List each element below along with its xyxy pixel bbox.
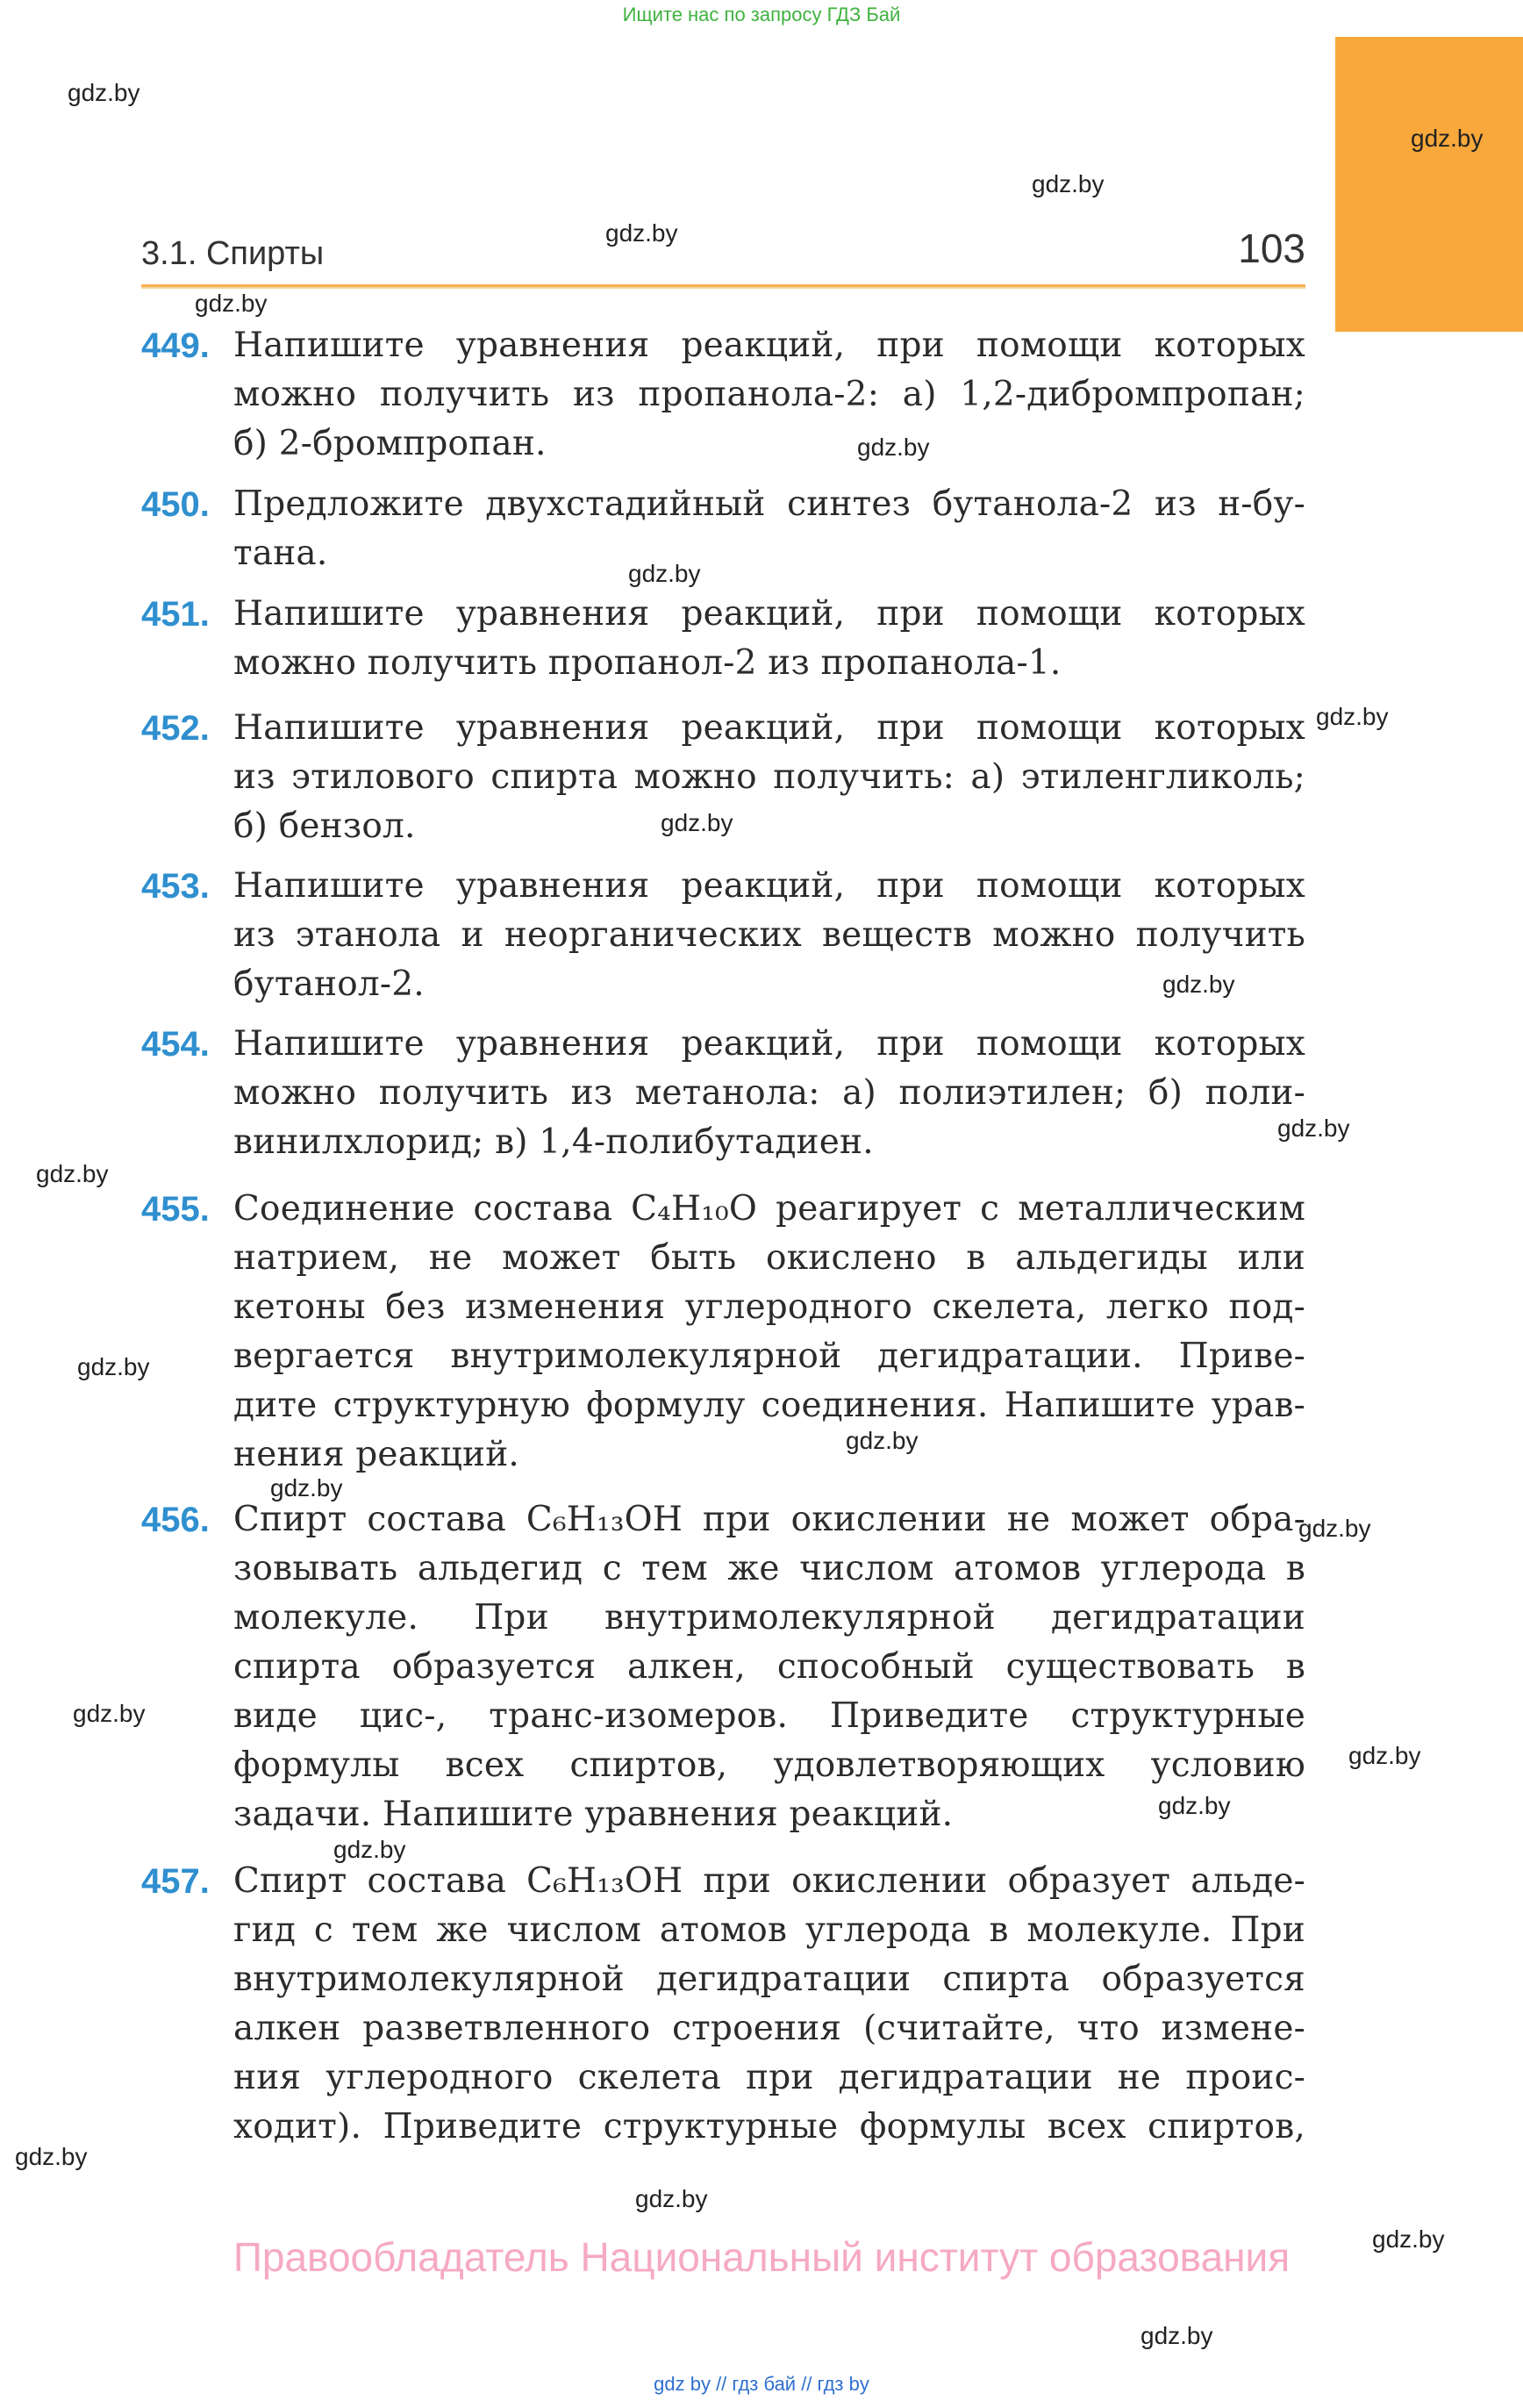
problem-text-line: бутанол-2. [233,964,425,1004]
watermark: gdz.by [661,809,733,836]
problem-text-line: дите структурную формулу соединения. Напишите урав- [233,1386,1305,1425]
watermark: gdz.by [635,2185,708,2212]
problem-text-line: нения реакций. [233,1435,519,1474]
problem-number: 451. [141,595,210,634]
problem-text-line: Напишите уравнения реакций, при помощи которых [233,594,1305,634]
problem-text-line: Спирт состава C₆H₁₃OH при окислении не может обра- [233,1500,1305,1539]
watermark: gdz.by [333,1836,406,1863]
watermark: gdz.by [1158,1792,1231,1819]
problem-number: 454. [141,1025,210,1064]
problem-number: 452. [141,709,210,748]
top-banner[interactable]: Ищите нас по запросу ГДЗ Бай [622,4,901,25]
problem-text-line: ходит). Приведите структурные формулы всех спиртов, [233,2107,1305,2146]
problem-text-line: Предложите двухстадийный синтез бутанола-2 из н-бу- [233,484,1305,524]
problem-text-line: спирта образуется алкен, способный существовать в [233,1647,1305,1687]
problem-text-line: ния углеродного скелета при дегидратации не проис- [233,2058,1305,2097]
page-number: 103 [1238,226,1305,271]
watermark: gdz.by [15,2143,88,2170]
problem-text-line: из этилового спирта можно получить: а) этиленгликоль; [233,757,1305,797]
problem-text-line: алкен разветвленного строения (считайте, что измене- [233,2009,1305,2048]
watermark: gdz.by [1411,125,1484,152]
problem-number: 455. [141,1190,210,1229]
problem-text-line: Соединение состава C₄H₁₀O реагирует с металлическим [233,1189,1305,1229]
watermark: gdz.by [1277,1114,1350,1142]
problem-number: 450. [141,485,210,524]
watermark: gdz.by [1162,971,1235,998]
problem-text-line: Напишите уравнения реакций, при помощи которых [233,326,1305,365]
problem-text-line: задачи. Напишите уравнения реакций. [233,1795,954,1834]
watermark: gdz.by [1298,1515,1371,1542]
watermark: gdz.by [628,560,701,587]
problem-text-line: Спирт состава C₆H₁₃OH при окислении образует альде- [233,1861,1305,1901]
problem-text-line: б) 2-бромпропан. [233,424,547,463]
problem-text-line: внутримолекулярной дегидратации спирта образуется [233,1960,1305,1999]
problem-text-line: формулы всех спиртов, удовлетворяющих условию [233,1745,1305,1785]
bottom-links[interactable]: gdz by // гдз бай // гдз by [654,2373,869,2395]
header-divider [141,284,1305,289]
copyright-holder-note: Правообладатель Национальный институт образования [232,2234,1291,2280]
watermark: gdz.by [605,219,678,247]
problem-number: 457. [141,1862,210,1901]
problem-text-line: Напишите уравнения реакций, при помощи которых [233,1024,1305,1064]
problem-text-line: вергается внутримолекулярной дегидратации. Приве- [233,1337,1305,1376]
problem-text-line: можно получить из пропанола-2: а) 1,2-дибромпропан; [233,375,1305,414]
problem-text-line: тана. [233,534,328,573]
problem-text-line: виде цис-, транс-изомеров. Приведите структурные [233,1696,1305,1736]
watermark: gdz.by [1372,2225,1445,2253]
watermark: gdz.by [1140,2322,1213,2349]
problem-text-line: кетоны без изменения углеродного скелета, легко под- [233,1287,1305,1327]
watermark: gdz.by [1032,170,1105,197]
problem-text-line: винилхлорид; в) 1,4-полибутадиен. [233,1122,874,1162]
watermark: gdz.by [270,1474,343,1501]
watermark: gdz.by [77,1353,150,1380]
watermark: gdz.by [846,1427,919,1454]
problem-number: 453. [141,867,210,906]
watermark: gdz.by [1348,1742,1421,1769]
problem-text-line: натрием, не может быть окислено в альдегиды или [233,1238,1305,1278]
problem-text-line: можно получить из метанола: а) полиэтилен; б) поли- [233,1073,1305,1113]
watermark: gdz.by [73,1700,146,1727]
orange-side-tab [1335,37,1523,332]
problem-text-line: Напишите уравнения реакций, при помощи которых [233,708,1305,748]
problem-text-line: молекуле. При внутримолекулярной дегидратации [233,1598,1305,1638]
problem-number: 456. [141,1501,210,1539]
problem-text-line: зовывать альдегид с тем же числом атомов углерода в [233,1549,1305,1588]
watermark: gdz.by [195,290,268,317]
problem-number: 449. [141,326,210,365]
section-title: 3.1. Спирты [141,235,325,272]
problem-text-line: из этанола и неорганических веществ можно получить [233,915,1305,955]
problem-text-line: Напишите уравнения реакций, при помощи которых [233,866,1305,906]
watermark: gdz.by [36,1160,109,1187]
watermark: gdz.by [857,434,930,461]
problem-text-line: гид с тем же числом атомов углерода в молекуле. При [233,1910,1305,1950]
problem-text-line: б) бензол. [233,806,416,846]
watermark: gdz.by [68,79,140,106]
problem-text-line: можно получить пропанол-2 из пропанола-1. [233,643,1062,683]
watermark: gdz.by [1316,703,1389,730]
